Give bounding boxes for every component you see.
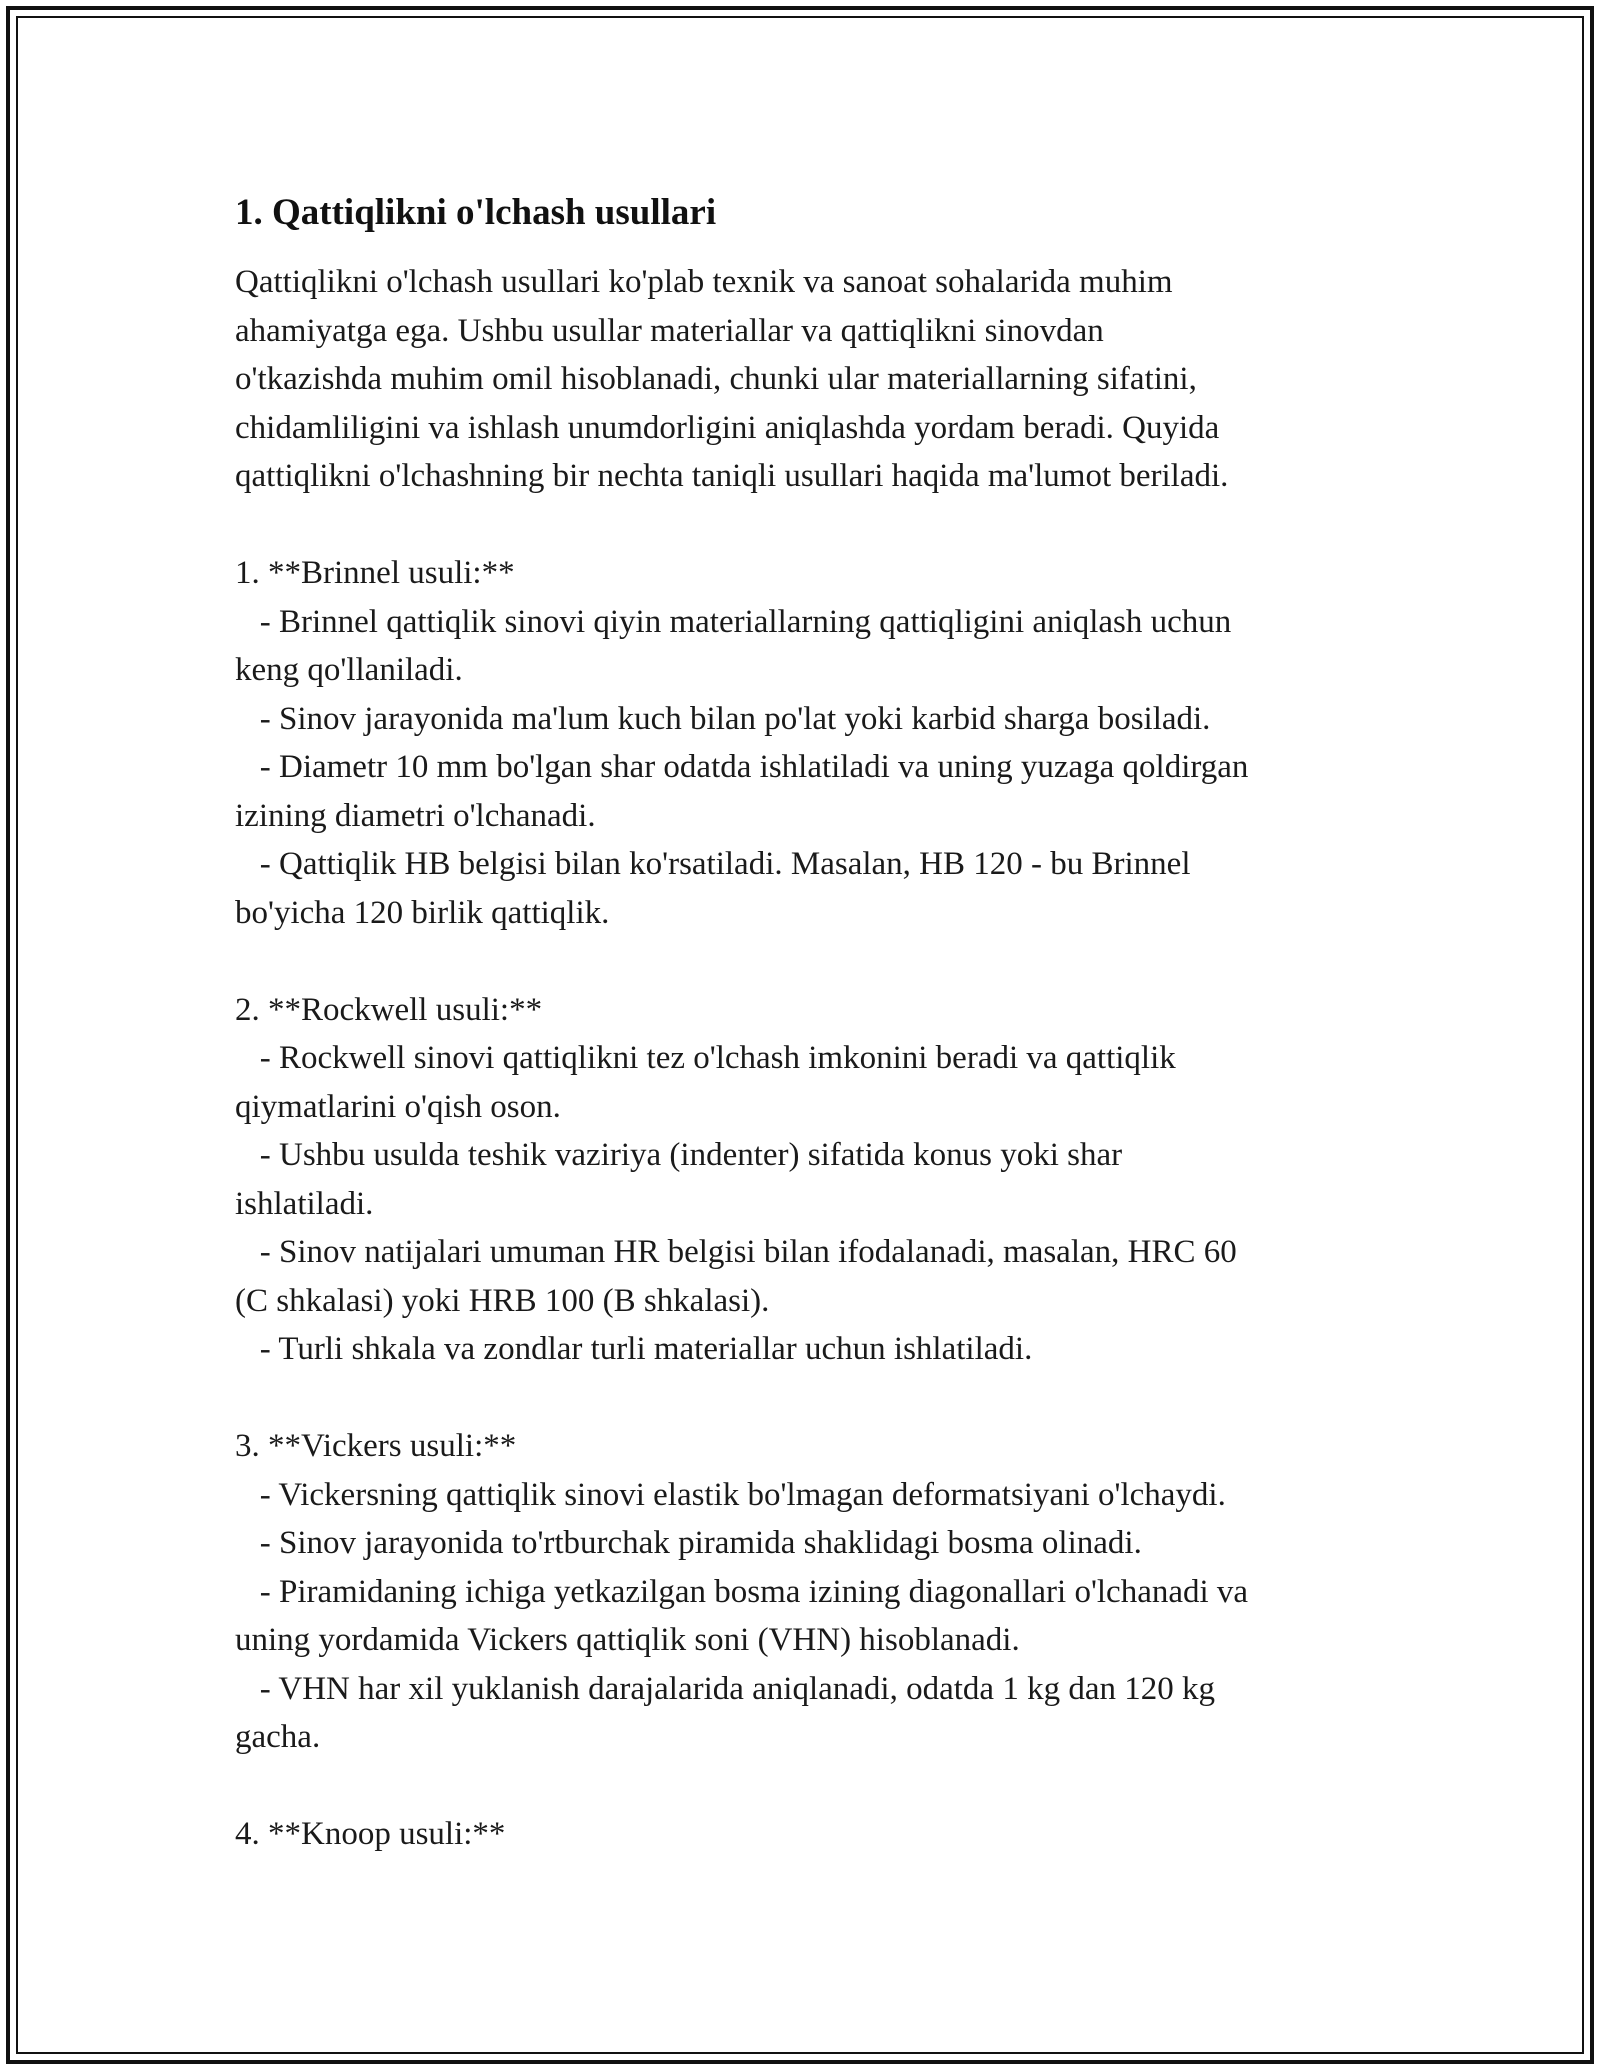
text-line: - Diametr 10 mm bo'lgan shar odatda ishlatiladi va uning yuzaga qoldirgan (235, 749, 1249, 785)
text-line: - Sinov jarayonida to'rtburchak piramida shaklidagi bosma olinadi. (235, 1525, 1142, 1561)
text-line (235, 1762, 1380, 1811)
text-line: - Qattiqlik HB belgisi bilan ko'rsatiladi. Masalan, HB 120 - bu Brinnel (235, 846, 1191, 882)
document-body (235, 258, 1380, 1859)
text-line: - Brinnel qattiqlik sinovi qiyin materiallarning qattiqligini aniqlash uchun (235, 603, 1232, 640)
text-line: (C shkalasi) yoki HRB 100 (B shkalasi). (235, 1282, 770, 1319)
text-line: 3. **Vickers usuli:** (235, 1428, 517, 1464)
text-line: - VHN har xil yuklanish darajalarida aniqlanadi, odatda 1 kg dan 120 kg (235, 1670, 1215, 1707)
text-line: 2. **Rockwell usuli:** (235, 991, 543, 1028)
text-line: qattiqlikni o'lchashning bir nechta taniqli usullari haqida ma'lumot beriladi. (235, 458, 1229, 494)
text-line: - Sinov natijalari umuman HR belgisi bilan ifodalanadi, masalan, HRC 60 (235, 1234, 1237, 1270)
text-line: bo'yicha 120 birlik qattiqlik. (235, 894, 610, 931)
text-line: ahamiyatga ega. Ushbu usullar materiallar va qattiqlikni sinovdan (235, 312, 1104, 349)
text-line: 1. **Brinnel usuli:** (235, 555, 515, 591)
text-line: 4. **Knoop usuli:** (235, 1816, 506, 1852)
text-line: gacha. (235, 1719, 321, 1755)
text-line (235, 501, 1380, 550)
document-title: 1. Qattiqlikni o'lchash usullari (235, 192, 717, 233)
text-line: o'tkazishda muhim omil hisoblanadi, chunki ular materiallarning sifatini, (235, 361, 1197, 397)
text-line: uning yordamida Vickers qattiqlik soni (VHN) hisoblanadi. (235, 1622, 1020, 1658)
text-line (235, 1374, 1380, 1423)
text-line: chidamliligini va ishlash unumdorligini aniqlashda yordam beradi. Quyida (235, 409, 1220, 446)
text-line: Qattiqlikni o'lchash usullari ko'plab texnik va sanoat sohalarida muhim (235, 264, 1173, 300)
text-line: qiymatlarini o'qish oson. (235, 1088, 561, 1125)
text-line: - Turli shkala va zondlar turli materiallar uchun ishlatiladi. (235, 1331, 1033, 1367)
text-line: keng qo'llaniladi. (235, 652, 463, 688)
text-line: - Sinov jarayonida ma'lum kuch bilan po'lat yoki karbid sharga bosiladi. (235, 700, 1211, 737)
text-line: - Ushbu usulda teshik vaziriya (indenter) sifatida konus yoki shar (235, 1137, 1123, 1173)
text-line: ishlatiladi. (235, 1185, 374, 1222)
text-line: - Piramidaning ichiga yetkazilgan bosma izining diagonallari o'lchanadi va (235, 1573, 1249, 1610)
text-line: - Rockwell sinovi qattiqlikni tez o'lchash imkonini beradi va qattiqlik (235, 1040, 1176, 1076)
text-line (235, 937, 1380, 986)
text-line: - Vickersning qattiqlik sinovi elastik bo'lmagan deformatsiyani o'lchaydi. (235, 1476, 1226, 1513)
document-page (235, 188, 1380, 1859)
text-line: izining diametri o'lchanadi. (235, 797, 596, 834)
